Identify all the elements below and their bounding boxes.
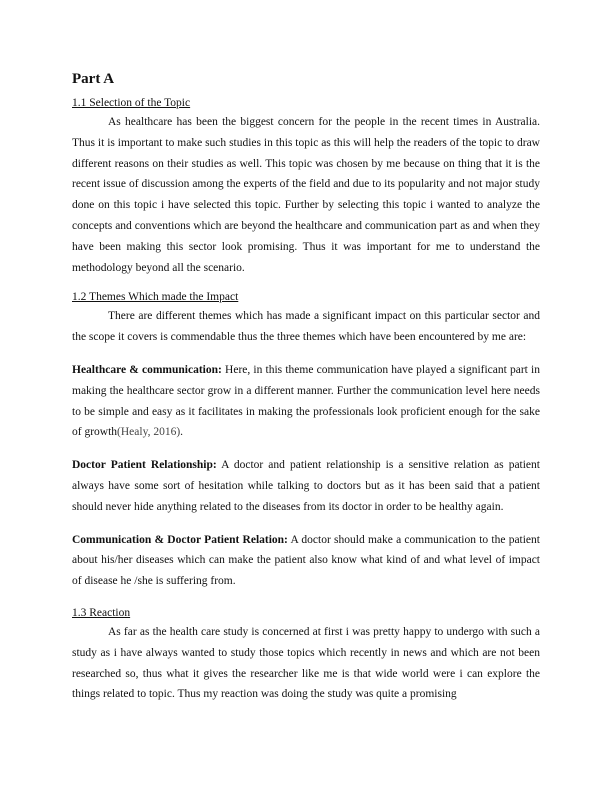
spacer <box>72 443 540 455</box>
theme-communication-doctor-patient-relation <box>72 530 540 592</box>
theme-text: Here, in this theme communication have played a significant part in making the healthcare sector grow in a different manner. Further the communication level here needs to be simple and easy as it facilitates in making the professionals look proficient enough for the sake of growth <box>72 363 540 439</box>
section-heading-selection-of-topic: 1.1 Selection of the Topic <box>72 97 191 109</box>
themes-intro-paragraph: There are different themes which has made a significant impact on this particular sector and the scope it covers is commendable thus the three themes which have been encountered by me are: <box>72 310 540 344</box>
theme-doctor-patient-relationship <box>72 455 540 517</box>
section-heading-themes: 1.2 Themes Which made the Impact <box>72 291 239 304</box>
spacer <box>72 592 540 604</box>
theme-end: . <box>180 426 184 439</box>
theme-text: A doctor and patient relationship is a sensitive relation as patient always have some sort of hesitation while talking to doctors but as it has been said that a patient should never hide anything related to the diseases from its doctor in order to be healthy again. <box>72 459 540 513</box>
section-heading-reaction: 1.3 Reaction <box>72 606 131 619</box>
theme-lead: Healthcare & communication: <box>72 363 222 376</box>
selection-of-topic-paragraph: As healthcare has been the biggest concern for the people in the recent times in Australia. Thus it is important to make such studies in this topic as this will help the readers of the topic to draw different reasons on their studies as well. This topic was chosen by me because on thing that it is the recent issue of discussion among the experts of the field and due to its popularity and not major study done on this topic i have selected this topic. Further by selecting this topic i wanted to analyze the concepts and conventions which are beyond the healthcare and communication part as and when they have been making this sector look promising. Thus it was important for me to understand the methodology beyond all the scenario. <box>72 116 540 274</box>
spacer <box>72 518 540 530</box>
spacer <box>72 348 540 360</box>
document-page <box>72 70 540 705</box>
theme-text: A doctor should make a communication to the patient about his/her diseases which can make the patient also know what kind of and what level of impact of disease he /she is suffering from. <box>72 533 540 588</box>
theme-lead: Communication & Doctor Patient Relation: <box>72 533 288 546</box>
citation: (Healy, 2016) <box>117 426 181 439</box>
theme-healthcare-communication <box>72 360 540 443</box>
theme-lead: Doctor Patient Relationship: <box>72 459 217 472</box>
spacer <box>72 278 540 288</box>
part-title: Part A <box>72 71 115 87</box>
reaction-paragraph: As far as the health care study is concerned at first i was pretty happy to undergo with such a study as i have always wanted to study those topics which recently in news and which are not been researched so, thus what it gives the researcher like me is that wide world were i can explore the things related to topic. Thus my reaction was doing the study was quite a promising <box>72 625 540 701</box>
